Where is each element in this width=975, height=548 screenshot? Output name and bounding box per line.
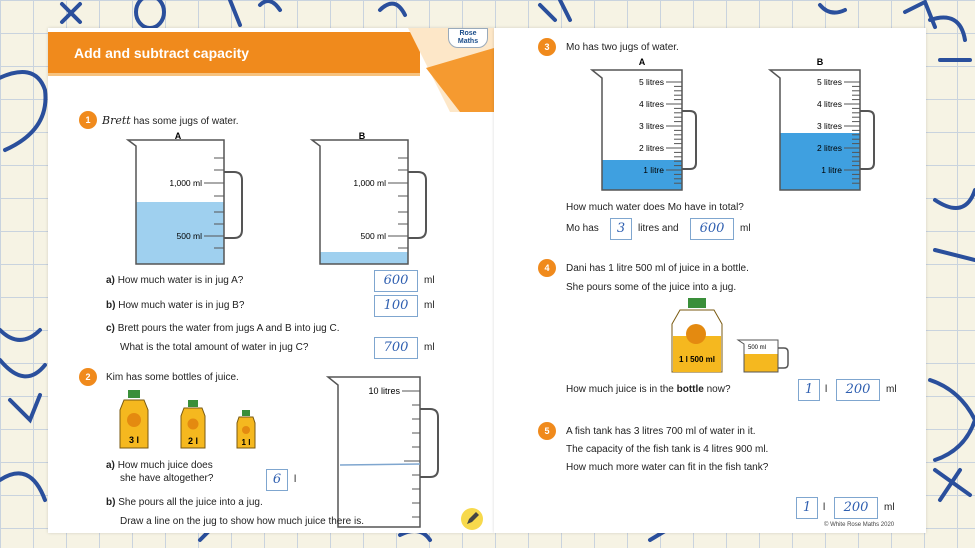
q5-answer-litres-box[interactable]: 1 xyxy=(796,497,818,519)
q3-jug-a-scale-1: 1 litre xyxy=(643,165,664,175)
q4-bottle-and-jug xyxy=(670,296,800,376)
logo-line-2: Maths xyxy=(457,38,479,45)
q2a-text: How much juice does xyxy=(117,460,213,471)
juice-bottles xyxy=(118,388,268,452)
q3-jug-a-scale-3: 3 litres xyxy=(638,121,664,131)
q1b-marker: b) xyxy=(106,300,116,311)
jug-10-litres-label: 10 litres xyxy=(368,386,400,396)
page-title: Add and subtract capacity xyxy=(74,45,250,61)
q3-question: How much water does Mo have in total? xyxy=(566,202,744,213)
juice-jug-500ml xyxy=(738,340,788,372)
jug-a-scale-500: 500 ml xyxy=(176,231,202,241)
q3-jug-b-scale-2: 2 litres xyxy=(816,143,842,153)
bottle-2l xyxy=(181,400,205,448)
question-2-text: Kim has some bottles of juice. xyxy=(106,372,239,383)
q3-jug-b-scale-5: 5 litres xyxy=(816,77,842,87)
q3-jug-b-water xyxy=(780,133,860,190)
q2b-text: She pours all the juice into a jug. xyxy=(118,497,263,508)
bottle-3l xyxy=(120,390,148,448)
q1a-marker: a) xyxy=(106,275,115,286)
question-3-number: 3 xyxy=(538,38,556,56)
copyright-credit: © White Rose Maths 2020 xyxy=(824,522,895,528)
q3-answer-unit: ml xyxy=(740,223,751,234)
bottle-3l-label: 3 l xyxy=(128,435,140,445)
jug-b-label: B xyxy=(358,131,366,141)
question-2-number: 2 xyxy=(79,368,97,386)
q3-jug-a-scale-4: 4 litres xyxy=(638,99,664,109)
q5-text: A fish tank has 3 litres 700 ml of water in it. xyxy=(566,426,756,437)
q2a-unit: l xyxy=(294,474,297,485)
q2a-text-2: she have altogether? xyxy=(120,473,214,484)
q4-jug-label: 500 ml xyxy=(747,345,766,351)
q3-jug-b-scale-1: 1 litre xyxy=(821,165,842,175)
q1c-marker: c) xyxy=(106,323,115,334)
q1c-text: Brett pours the water from jugs A and B into jug C. xyxy=(117,323,340,334)
jug-a-scale-1000: 1,000 ml xyxy=(169,178,202,188)
q3-jug-a-scale-5: 5 litres xyxy=(638,77,664,87)
q3-jug-b-scale-4: 4 litres xyxy=(816,99,842,109)
worksheet-page-left xyxy=(48,28,494,533)
handwritten-name-brett: Brett xyxy=(102,114,131,127)
q3-jug-a-label: A xyxy=(638,57,646,67)
q2a-marker: a) xyxy=(106,460,115,471)
q4-answer-litres-box[interactable]: 1 xyxy=(798,379,820,401)
q1b-text: How much water is in jug B? xyxy=(118,300,245,311)
jug-b-1000ml xyxy=(304,128,432,270)
jug-a-label: A xyxy=(174,131,182,141)
q4-question-pre: How much juice is in the xyxy=(566,384,674,395)
q4-unit-l: l xyxy=(825,384,828,395)
logo-line-1: Rose xyxy=(459,30,477,37)
jug-b-water xyxy=(320,252,408,264)
bottle-2l-label: 2 l xyxy=(187,436,199,446)
q3-jug-a-water xyxy=(602,160,682,190)
jug-a-1000ml xyxy=(120,128,248,270)
question-5-number: 5 xyxy=(538,422,556,440)
q1a-answer-box[interactable]: 600 xyxy=(374,270,418,292)
jug-b-5-litres xyxy=(766,56,878,196)
jug-a-5-litres xyxy=(588,56,700,196)
drawn-juice-line xyxy=(340,464,420,465)
q4-question-bold: bottle xyxy=(676,384,704,395)
q4-unit-ml: ml xyxy=(886,384,897,395)
question-1-number: 1 xyxy=(79,111,97,129)
q5-unit-l: l xyxy=(823,502,826,513)
pencil-icon xyxy=(461,508,483,530)
q5-text-3: How much more water can fit in the fish tank? xyxy=(566,462,769,473)
q5-unit-ml: ml xyxy=(884,502,895,513)
jug-b-scale-500: 500 ml xyxy=(360,231,386,241)
q5-answer-ml-box[interactable]: 200 xyxy=(834,497,878,519)
q3-answer-litres-box[interactable]: 3 xyxy=(610,218,632,240)
q3-answer-prefix: Mo has xyxy=(566,223,599,234)
q1a-text: How much water is in jug A? xyxy=(117,275,244,286)
q3-jug-b-scale-3: 3 litres xyxy=(816,121,842,131)
q4-text-2: She pours some of the juice into a jug. xyxy=(566,282,737,293)
q1c-unit: ml xyxy=(424,342,435,353)
q3-jug-b-label: B xyxy=(816,57,824,67)
question-3-text: Mo has two jugs of water. xyxy=(566,42,679,53)
q4-text: Dani has 1 litre 500 ml of juice in a bottle. xyxy=(566,263,749,274)
jug-b-scale-1000: 1,000 ml xyxy=(353,178,386,188)
q1b-unit: ml xyxy=(424,300,435,311)
q2a-answer-box[interactable]: 6 xyxy=(266,469,288,491)
q4-question-post: now? xyxy=(706,384,731,395)
q2b-marker: b) xyxy=(106,497,116,508)
q1c-answer-box[interactable]: 700 xyxy=(374,337,418,359)
q4-bottle-label: 1 l 500 ml xyxy=(678,355,716,364)
juice-bottle-1l-500ml xyxy=(672,298,722,372)
question-4-number: 4 xyxy=(538,259,556,277)
q3-answer-ml-box[interactable]: 600 xyxy=(690,218,734,240)
worksheet-page-right xyxy=(494,28,926,533)
jug-10-litres xyxy=(324,373,444,533)
q3-jug-a-scale-2: 2 litres xyxy=(638,143,664,153)
header-bar xyxy=(48,32,420,76)
q1b-answer-box[interactable]: 100 xyxy=(374,295,418,317)
q1c-text-2: What is the total amount of water in jug C? xyxy=(120,342,309,353)
q1a-unit: ml xyxy=(424,275,435,286)
q3-answer-mid: litres and xyxy=(638,223,679,234)
white-rose-maths-logo xyxy=(448,28,488,48)
q2b-text-2: Draw a line on the jug to show how much juice there is. xyxy=(120,516,365,527)
bottle-1l-label: 1 l xyxy=(241,438,251,447)
q4-answer-ml-box[interactable]: 200 xyxy=(836,379,880,401)
q5-text-2: The capacity of the fish tank is 4 litres 900 ml. xyxy=(566,444,769,455)
question-1-text: has some jugs of water. xyxy=(133,116,239,127)
bottle-1l xyxy=(237,410,255,448)
